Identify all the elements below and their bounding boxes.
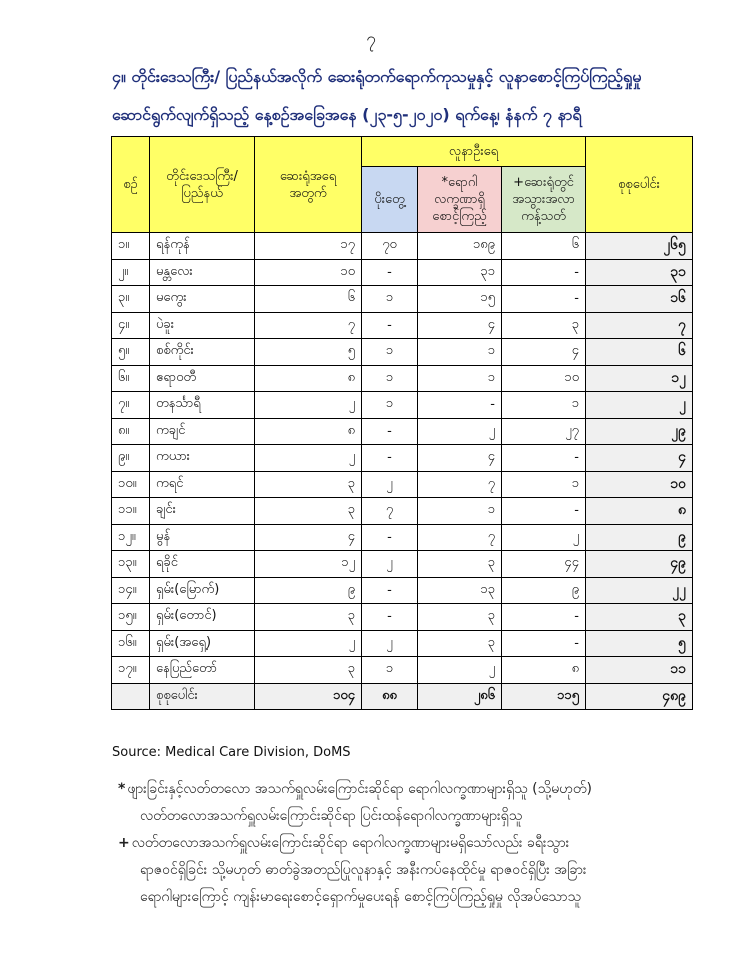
cell-admitted: - xyxy=(502,259,586,286)
cell-hospitals: ၅ xyxy=(255,339,362,366)
cell-total: ၅ xyxy=(586,630,693,657)
cell-serial: ၁၄။ xyxy=(112,577,150,604)
cell-positive: - xyxy=(362,604,418,631)
cell-positive: - xyxy=(362,577,418,604)
total-positive: ၈၈ xyxy=(362,683,418,710)
cell-serial: ၅။ xyxy=(112,339,150,366)
cell-positive: - xyxy=(362,445,418,472)
cell-serial: ၁၀။ xyxy=(112,471,150,498)
cell-symptom: ၃ xyxy=(418,551,502,578)
cell-positive: ၁ xyxy=(362,657,418,684)
table-row xyxy=(112,498,693,525)
table-total-row xyxy=(112,683,693,710)
cell-positive: ၁ xyxy=(362,365,418,392)
cell-serial: ၁၃။ xyxy=(112,551,150,578)
cell-positive: ၁ xyxy=(362,339,418,366)
cell-hospitals: ၈ xyxy=(255,365,362,392)
cell-serial: ၃။ xyxy=(112,286,150,313)
cell-admitted: ၁ xyxy=(502,471,586,498)
cell-symptom: ၄ xyxy=(418,312,502,339)
table-row xyxy=(112,657,693,684)
cell-total: ၁၁ xyxy=(586,657,693,684)
cell-hospitals: ၄ xyxy=(255,524,362,551)
cell-symptom: ၃ xyxy=(418,630,502,657)
table-row xyxy=(112,418,693,445)
cell-hospitals: ၃ xyxy=(255,471,362,498)
cell-hospitals: ၁၀ xyxy=(255,259,362,286)
cell-total: ၂၆၅ xyxy=(586,233,693,260)
col-header-positive: ပိုးတွေ့ xyxy=(362,167,418,233)
cell-region: မန္တလေး xyxy=(150,259,255,286)
table-row xyxy=(112,365,693,392)
col-header-admitted: +ဆေးရုံတွင် အသွားအလာ ကန့်သတ် xyxy=(502,167,586,233)
cell-positive: - xyxy=(362,259,418,286)
cell-total: ၂၉ xyxy=(586,418,693,445)
cell-symptom: ၁၃ xyxy=(418,577,502,604)
cell-hospitals: ၆ xyxy=(255,286,362,313)
cell-total: ၂၂ xyxy=(586,577,693,604)
cell-admitted: ၉ xyxy=(502,577,586,604)
col-header-symptom: *ရောဂါ လက္ခဏာရှိ စောင့်ကြည့် xyxy=(418,167,502,233)
cell-region: မကွေး xyxy=(150,286,255,313)
cell-positive: ၁ xyxy=(362,286,418,313)
cell-region: ရှမ်း(အရှေ့) xyxy=(150,630,255,657)
cell-positive: ၁ xyxy=(362,392,418,419)
footnote-symptom xyxy=(118,776,698,830)
cell-region: ချင်း xyxy=(150,498,255,525)
cell-admitted: ၈ xyxy=(502,657,586,684)
cell-region: နေပြည်တော် xyxy=(150,657,255,684)
table-row xyxy=(112,259,693,286)
cell-hospitals: ၈ xyxy=(255,418,362,445)
cell-positive: ၇ xyxy=(362,498,418,525)
cell-region: တနင်္သာရီ xyxy=(150,392,255,419)
report-heading-line-2: ဆောင်ရွက်လျက်ရှိသည့် နေ့စဉ်အခြေအနေ (၂၃-၅-၂၀၂၀) ရက်နေ့၊ နံနက် ၇ နာရီ xyxy=(112,105,582,124)
cell-symptom: - xyxy=(418,392,502,419)
table-row xyxy=(112,339,693,366)
cell-positive: ၂ xyxy=(362,471,418,498)
page-number: ၇ xyxy=(366,29,376,49)
cell-hospitals: ၃ xyxy=(255,657,362,684)
cell-admitted: - xyxy=(502,604,586,631)
cell-total: ၁၀ xyxy=(586,471,693,498)
cell-total: ၁၂ xyxy=(586,365,693,392)
cell-region: စစ်ကိုင်း xyxy=(150,339,255,366)
cell-serial: ၁၅။ xyxy=(112,604,150,631)
cell-positive: ၂ xyxy=(362,630,418,657)
cell-hospitals: ၉ xyxy=(255,577,362,604)
col-header-total: စုစုပေါင်း xyxy=(586,137,693,233)
cell-serial: ၁၂။ xyxy=(112,524,150,551)
col-header-patients-group: လူနာဦးရေ xyxy=(362,137,586,167)
cell-total: ၉ xyxy=(586,524,693,551)
cell-symptom: ၇ xyxy=(418,471,502,498)
cell-symptom: ၁ xyxy=(418,339,502,366)
cell-admitted: ၃ xyxy=(502,312,586,339)
cell-admitted: - xyxy=(502,498,586,525)
cell-symptom: ၄ xyxy=(418,445,502,472)
cell-admitted: ၄၄ xyxy=(502,551,586,578)
cell-positive: - xyxy=(362,524,418,551)
cell-serial: ၆။ xyxy=(112,365,150,392)
table-row xyxy=(112,630,693,657)
cell-admitted: ၄ xyxy=(502,339,586,366)
cell-total: ၃ xyxy=(586,604,693,631)
cell-region: ရန်ကုန် xyxy=(150,233,255,260)
table-body xyxy=(112,233,693,684)
col-header-region: တိုင်းဒေသကြီး/ ပြည်နယ် xyxy=(150,137,255,233)
cell-hospitals: ၂ xyxy=(255,445,362,472)
footnote-2-line-3: ရောဂါများကြောင့် ကျန်းမာရေးစောင့်ရှောက်မှုပေးရန် စောင့်ကြပ်ကြည့်ရှုမှု လိုအပ်သောသူ xyxy=(140,889,582,905)
cell-positive: - xyxy=(362,418,418,445)
table-row xyxy=(112,471,693,498)
source-note: Source: Medical Care Division, DoMS xyxy=(112,745,351,760)
table-row xyxy=(112,551,693,578)
cell-symptom: ၁၈၉ xyxy=(418,233,502,260)
table-row xyxy=(112,286,693,313)
cell-serial: ၄။ xyxy=(112,312,150,339)
cell-hospitals: ၂ xyxy=(255,630,362,657)
cell-serial: ၁၇။ xyxy=(112,657,150,684)
footnote-1-line-1: ဖျားခြင်းနှင့်လတ်တလော အသက်ရှူလမ်းကြောင်းဆိုင်ရာ ရောဂါလက္ခဏာများရှိသူ (သို့မဟုတ်) xyxy=(127,781,592,797)
footnote-1-line-2: လတ်တလောအသက်ရှူလမ်းကြောင်းဆိုင်ရာ ပြင်းထန်ရောဂါလက္ခဏာများရှိသူ xyxy=(140,808,523,824)
cell-hospitals: ၃ xyxy=(255,604,362,631)
cell-admitted: - xyxy=(502,286,586,313)
footnote-admitted xyxy=(118,830,698,911)
cell-positive: ၇၀ xyxy=(362,233,418,260)
table-row xyxy=(112,604,693,631)
total-row-blank xyxy=(112,683,150,710)
cell-total: ၂ xyxy=(586,392,693,419)
cell-positive: ၂ xyxy=(362,551,418,578)
cell-symptom: ၁ xyxy=(418,498,502,525)
cell-region: ရခိုင် xyxy=(150,551,255,578)
cell-serial: ၂။ xyxy=(112,259,150,286)
cell-total: ၆ xyxy=(586,339,693,366)
cell-total: ၁၆ xyxy=(586,286,693,313)
cell-symptom: ၂ xyxy=(418,418,502,445)
col-header-hospitals: ဆေးရုံအရေ အတွက် xyxy=(255,137,362,233)
table-row xyxy=(112,233,693,260)
cell-symptom: ၁၅ xyxy=(418,286,502,313)
cell-symptom: ၇ xyxy=(418,524,502,551)
total-admitted: ၁၁၅ xyxy=(502,683,586,710)
cell-hospitals: ၂ xyxy=(255,392,362,419)
cell-admitted: ၂ xyxy=(502,524,586,551)
cell-admitted: - xyxy=(502,630,586,657)
cell-symptom: ၃၁ xyxy=(418,259,502,286)
table-row xyxy=(112,524,693,551)
cell-region: ကချင် xyxy=(150,418,255,445)
cell-symptom: ၃ xyxy=(418,604,502,631)
cell-hospitals: ၁၇ xyxy=(255,233,362,260)
cell-total: ၇ xyxy=(586,312,693,339)
footnote-2-line-1: လတ်တလောအသက်ရှူလမ်းကြောင်းဆိုင်ရာ ရောဂါလက္ခဏာများမရှိသော်လည်း ခရီးသွား xyxy=(131,835,570,851)
cell-serial: ၁၁။ xyxy=(112,498,150,525)
cell-serial: ၁။ xyxy=(112,233,150,260)
col-header-serial: စဉ် xyxy=(112,137,150,233)
cell-total: ၄၉ xyxy=(586,551,693,578)
cell-serial: ၉။ xyxy=(112,445,150,472)
total-grand: ၄၈၉ xyxy=(586,683,693,710)
table-row xyxy=(112,392,693,419)
total-row-label: စုစုပေါင်း xyxy=(150,683,255,710)
cell-total: ၃၁ xyxy=(586,259,693,286)
cell-region: ဧရာဝတီ xyxy=(150,365,255,392)
cell-total: ၈ xyxy=(586,498,693,525)
footnote-2-line-2: ရာဇဝင်ရှိခြင်း သို့မဟုတ် ဓာတ်ခွဲအတည်ပြုလူနာနှင့် အနီးကပ်နေထိုင်မှု ရာဇဝင်ရှိပြီး အခြား xyxy=(140,862,587,878)
cell-region: ကရင် xyxy=(150,471,255,498)
cell-hospitals: ၇ xyxy=(255,312,362,339)
cell-admitted: - xyxy=(502,445,586,472)
table-row xyxy=(112,445,693,472)
cell-hospitals: ၃ xyxy=(255,498,362,525)
cell-region: ပဲခူး xyxy=(150,312,255,339)
total-hospitals: ၁၀၄ xyxy=(255,683,362,710)
cell-admitted: ၁ xyxy=(502,392,586,419)
cell-admitted: ၁၀ xyxy=(502,365,586,392)
cell-admitted: ၂၇ xyxy=(502,418,586,445)
footnote-marker-asterisk: * xyxy=(118,781,126,797)
cell-serial: ၈။ xyxy=(112,418,150,445)
cell-region: ကယား xyxy=(150,445,255,472)
report-heading-line-1: ၄။ တိုင်းဒေသကြီး/ ပြည်နယ်အလိုက် ဆေးရုံတက်ရောက်ကုသမှုနှင့် လူနာစောင့်ကြပ်ကြည့်ရှုမှု xyxy=(112,67,642,86)
cell-symptom: ၂ xyxy=(418,657,502,684)
total-symptom: ၂၈၆ xyxy=(418,683,502,710)
table-row xyxy=(112,577,693,604)
footnote-marker-plus: + xyxy=(118,835,130,851)
cell-region: ရှမ်း(မြောက်) xyxy=(150,577,255,604)
cell-total: ၄ xyxy=(586,445,693,472)
cell-serial: ၁၆။ xyxy=(112,630,150,657)
cell-admitted: ၆ xyxy=(502,233,586,260)
cell-region: ရှမ်း(တောင်) xyxy=(150,604,255,631)
cell-positive: - xyxy=(362,312,418,339)
cell-symptom: ၁ xyxy=(418,365,502,392)
cell-region: မွန် xyxy=(150,524,255,551)
table-row xyxy=(112,312,693,339)
hospital-admissions-table xyxy=(111,136,693,710)
cell-serial: ၇။ xyxy=(112,392,150,419)
cell-hospitals: ၁၂ xyxy=(255,551,362,578)
